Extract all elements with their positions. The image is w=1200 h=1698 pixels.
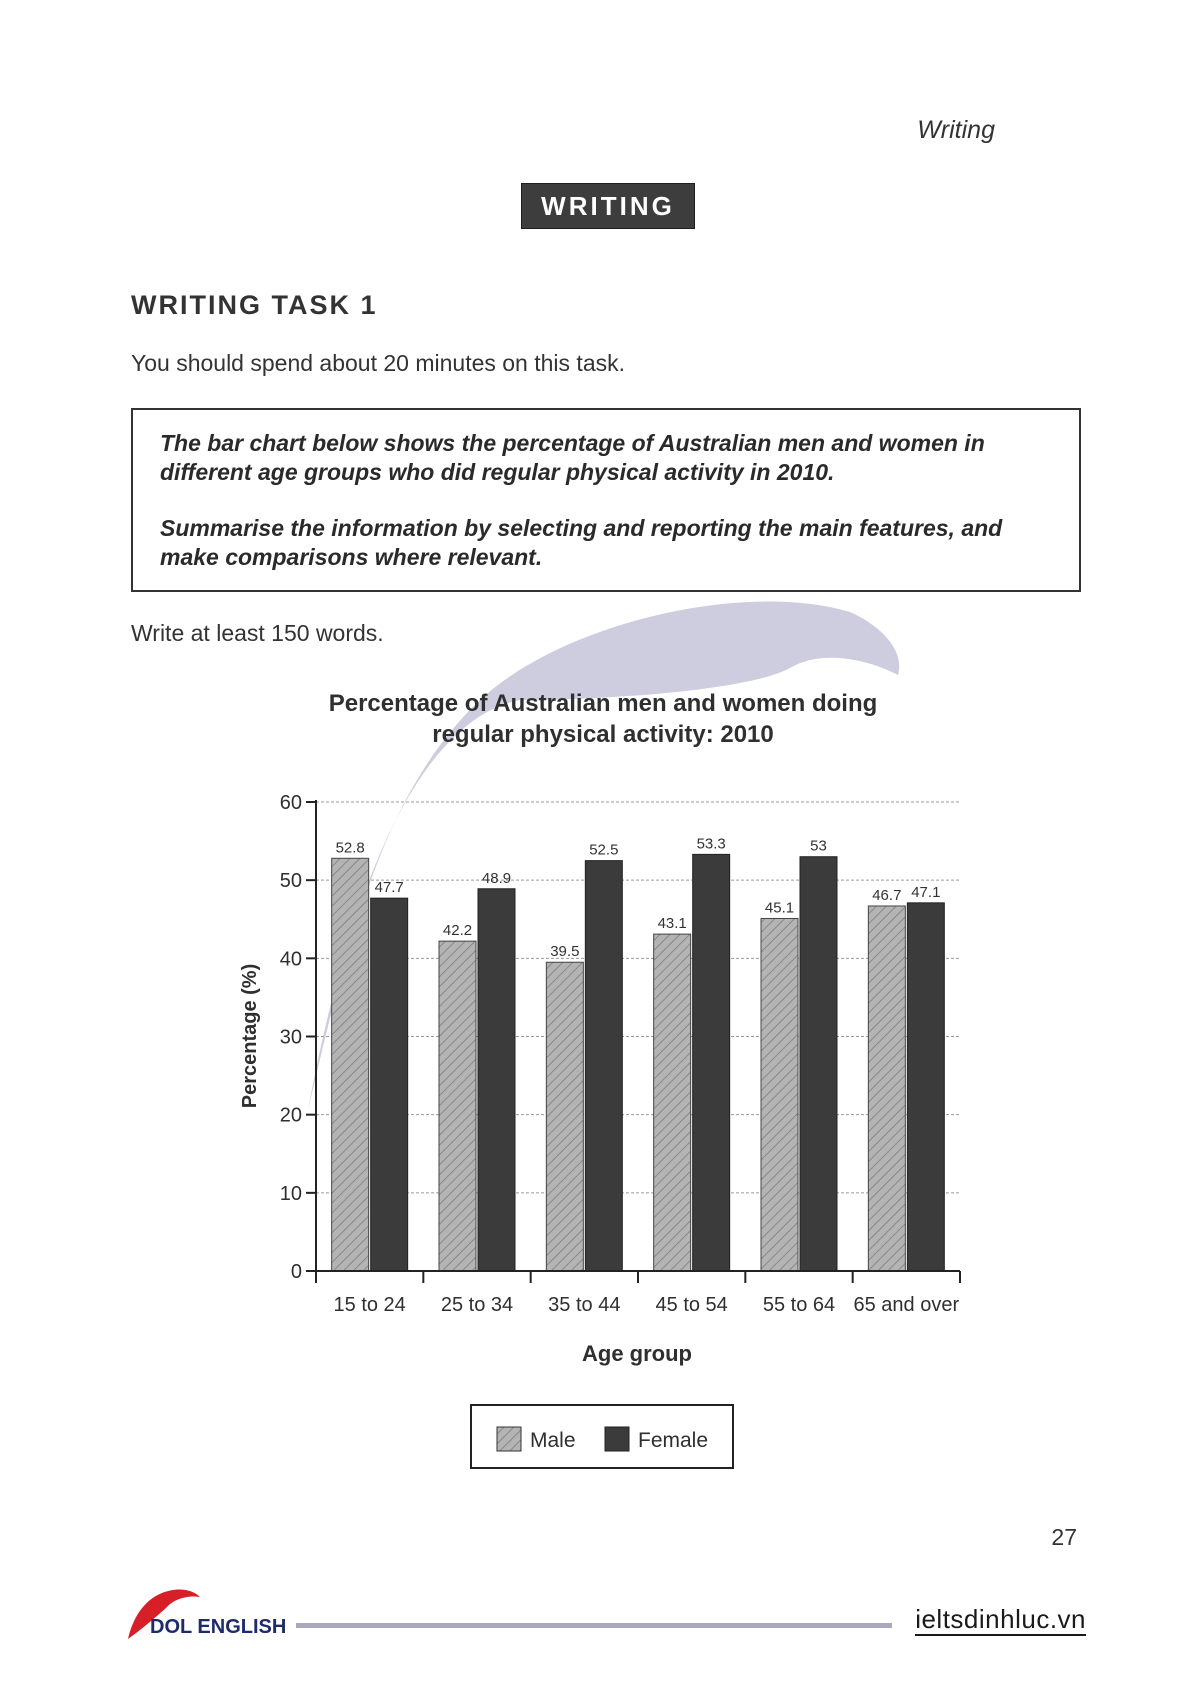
x-axis-label: Age group [582, 1341, 692, 1366]
dol-logo-icon [122, 1583, 292, 1643]
chart-legend [471, 1405, 733, 1468]
data-label-female: 52.5 [589, 841, 619, 859]
legend-swatch-female [605, 1427, 629, 1451]
bar-female [585, 861, 622, 1271]
data-label-female: 48.9 [481, 869, 512, 887]
y-axis-label: Percentage (%) [239, 963, 261, 1109]
x-tick-label: 55 to 64 [762, 1294, 836, 1316]
data-label-female: 53 [810, 837, 827, 855]
footer-logo [122, 1583, 292, 1648]
data-label-male: 46.7 [872, 886, 902, 904]
bar-male [761, 918, 798, 1271]
y-tick-label: 50 [279, 870, 302, 893]
y-tick-label: 20 [279, 1104, 302, 1127]
y-tick-label: 40 [279, 948, 302, 971]
chart-title-line-2: regular physical activity: 2010 [432, 721, 774, 748]
bar-female [478, 889, 515, 1271]
task-prompt-description: The bar chart below shows the percentage of Australian men and women in different age groups who did regular physical activity in 2010. [160, 430, 985, 485]
x-tick-label: 15 to 24 [333, 1294, 406, 1316]
chart-grid [316, 802, 960, 1193]
section-header: Writing [917, 116, 995, 144]
bar-male [868, 906, 905, 1271]
word-count-instruction: Write at least 150 words. [131, 620, 384, 646]
bar-male [439, 941, 476, 1271]
y-tick-label: 0 [290, 1261, 302, 1283]
footer-brand: DOL ENGLISH [150, 1616, 287, 1638]
y-tick-label: 30 [279, 1026, 302, 1049]
x-tick-label: 35 to 44 [548, 1294, 621, 1316]
footer-divider [296, 1623, 892, 1628]
legend-swatch-male [497, 1427, 521, 1451]
data-label-female: 53.3 [696, 835, 726, 853]
y-tick-label: 60 [279, 792, 302, 814]
x-tick-label: 45 to 54 [655, 1294, 728, 1316]
bar-female [800, 857, 837, 1271]
x-tick-label: 25 to 34 [440, 1294, 514, 1316]
time-instruction: You should spend about 20 minutes on this task. [131, 350, 625, 376]
data-label-female: 47.1 [911, 883, 941, 901]
bar-female [693, 854, 730, 1271]
y-tick-label: 10 [279, 1182, 302, 1205]
legend-label-male: Male [530, 1429, 576, 1452]
bar-male [332, 858, 369, 1271]
bar-male [654, 934, 691, 1271]
legend-label-female: Female [638, 1429, 709, 1452]
footer-site-link[interactable]: ieltsdinhluc.vn [915, 1604, 1086, 1634]
data-label-male: 39.5 [550, 943, 580, 961]
data-label-male: 45.1 [764, 899, 795, 917]
chart-bars [332, 835, 945, 1271]
bar-female [907, 903, 944, 1271]
page-number: 27 [1051, 1524, 1077, 1550]
section-badge: WRITING [521, 183, 695, 229]
data-label-female: 47.7 [374, 879, 404, 897]
bar-male [546, 962, 583, 1271]
data-label-male: 43.1 [657, 915, 687, 933]
data-label-male: 42.2 [442, 922, 473, 940]
task-title: WRITING TASK 1 [131, 290, 378, 320]
data-label-male: 52.8 [335, 839, 365, 857]
bar-female [371, 898, 408, 1271]
chart-title-line-1: Percentage of Australian men and women doing [328, 690, 878, 717]
x-tick-label: 65 and over [853, 1294, 960, 1316]
task-prompt-instruction: Summarise the information by selecting and reporting the main features, and make comparisons where relevant. [160, 515, 1003, 570]
